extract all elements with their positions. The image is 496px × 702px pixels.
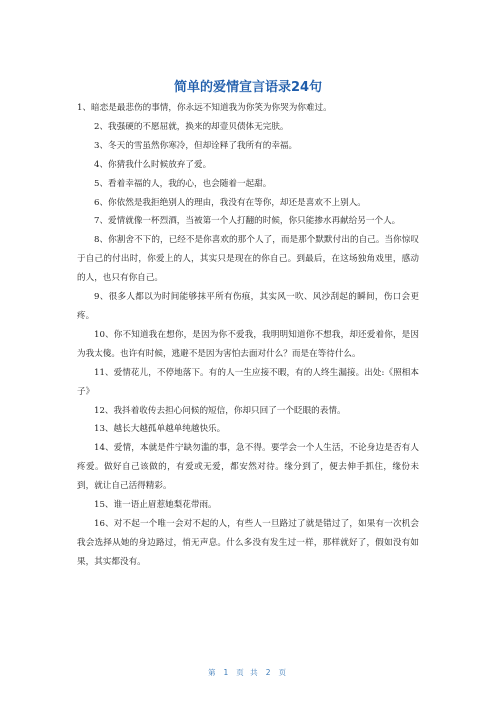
document-body [77, 99, 419, 572]
footer-middle: 页 共 [236, 668, 260, 677]
paragraph: 1、暗恋是最悲伤的事情，你永远不知道我为你笑为你哭为你难过。 [77, 103, 332, 113]
paragraph: 13、越长大越孤单越单纯越快乐。 [94, 424, 226, 435]
paragraph: 12、我抖着收传去担心问候的短信，你却只回了一个眨眼的表情。 [94, 405, 346, 416]
paragraph: 9、很多人都以为时间能够抹平所有伤痕，其实风一吹、风沙刮起的瞬间，伤口会更疼。 [77, 292, 419, 321]
paragraph: 15、谁一语止眉惹她梨花带雨。 [94, 500, 217, 511]
paragraph: 2、我强硬的不愿屈就，换来的却壹贝债体无完肤。 [94, 121, 289, 132]
paragraph: 10、你不知道我在想你，是因为你不爱我，我明明知道你不想我，却还爱着你，是因为我太傻。也许有时候，逃避不是因为害怕去面对什么？而是在等待什么。 [77, 329, 419, 359]
paragraph: 11、爱情花儿，不停地落下。有的人一生应接不暇，有的人终生漏接。出处:《照相本子》 [77, 367, 419, 397]
page-footer [0, 667, 496, 678]
paragraph: 6、你依然是我拒绝别人的理由，我没有在等你，却还是喜欢不上别人。 [94, 197, 366, 208]
paragraph: 5、看着幸福的人，我的心，也会随着一起甜。 [94, 178, 272, 189]
current-page-number: 1 [223, 668, 231, 677]
paragraph: 16、对不起一个唯一会对不起的人，有些人一旦路过了就是错过了，如果有一次机会我会选择从她的身边路过，悄无声息。什么多没有发生过一样，那样就好了，假如没有如果，其实都没有。 [77, 518, 419, 567]
total-pages-number: 2 [265, 668, 273, 677]
paragraph: 4、你猜我什么时候放弃了爱。 [94, 159, 212, 170]
paragraph: 3、冬天的雪虽然你寒冷，但却诠释了我所有的幸福。 [94, 140, 298, 151]
paragraph: 7、爱情就像一杯烈酒，当被第一个人打翻的时候，你只能掺水再献给另一个人。 [94, 216, 401, 227]
paragraph: 8、你割舍不下的，已经不是你喜欢的那个人了，而是那个默默付出的自己。当你惊叹于自己的付出时，你爱上的人，其实只是现在的你自己。到最后，在这场独角戏里，感动的人，也只有你自己。 [77, 235, 419, 284]
footer-prefix: 第 [208, 668, 218, 677]
footer-suffix: 页 [278, 668, 288, 677]
document-title: 简单的爱情宣言语录24句 [173, 80, 323, 95]
paragraph: 14、爱情，本就是件宁缺勿滥的事，急不得。要学会一个人生活，不论身边是否有人疼爱。做好自己该做的，有爱或无爱，都安然对待。缘分到了，便去伸手抓住，缘份未到，就让自己活得精彩。 [77, 443, 419, 492]
